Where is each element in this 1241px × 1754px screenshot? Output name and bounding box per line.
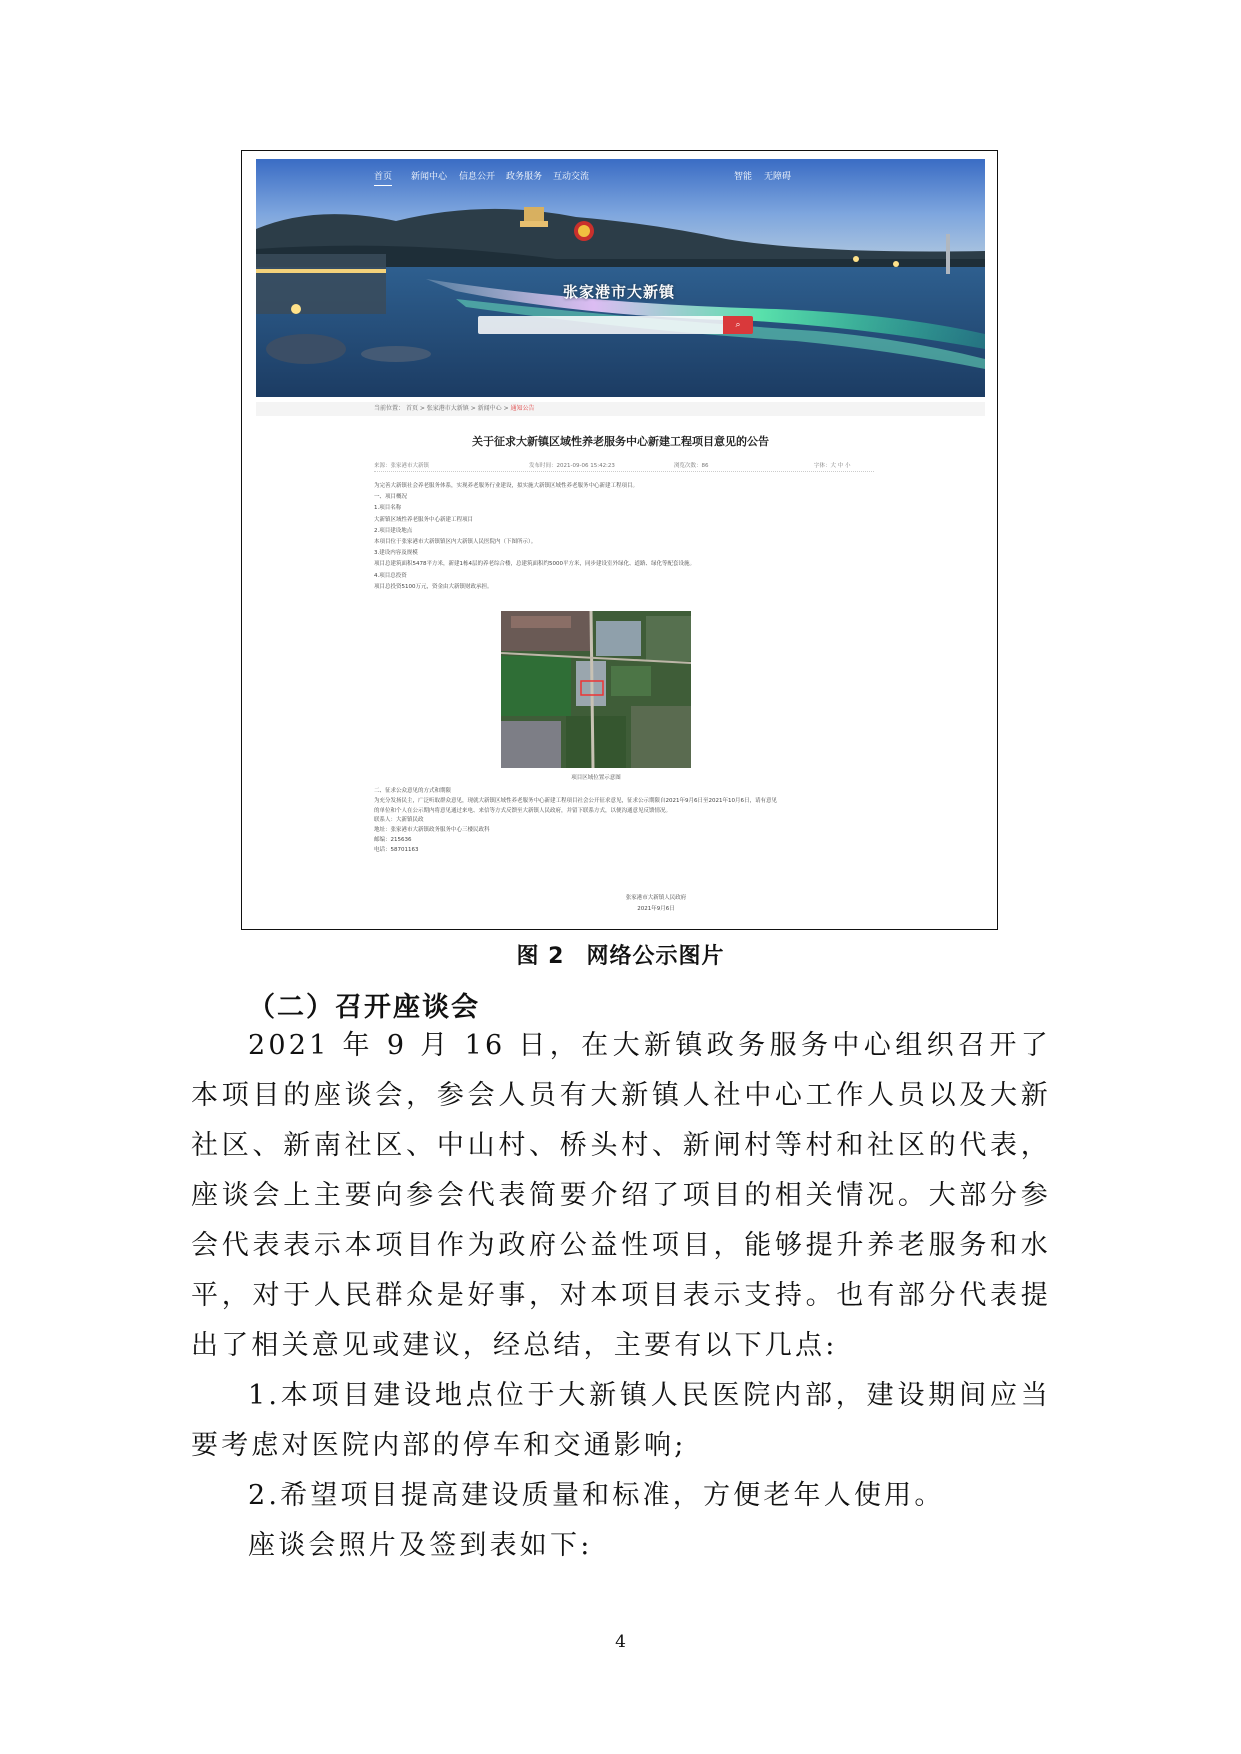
- article-line: 项目总建筑面积5478平方米，新建1栋4层的养老综合楼，总建筑面积约5000平方米，同步建设室外绿化、道路、绿化等配套设施。: [374, 561, 695, 568]
- article-line: 2.项目建设地点: [374, 527, 413, 534]
- figure-caption: [0, 939, 1241, 970]
- page-number: 4: [615, 1632, 626, 1652]
- breadcrumb-item[interactable]: 新闻中心: [477, 405, 502, 412]
- article-time: 发布时间：2021-09-06 15:42:23: [529, 463, 615, 469]
- article-source: 来源：张家港市大新镇: [374, 463, 430, 469]
- article-body-continued: [374, 787, 844, 856]
- article-line: 本项目位于张家港市大新镇镇区内大新镇人民医院内（下图所示）。: [374, 539, 537, 546]
- search-input[interactable]: [478, 316, 746, 334]
- nav-news[interactable]: 新闻中心: [411, 172, 448, 182]
- map-caption: 项目区域位置示意图: [571, 775, 621, 781]
- breadcrumb-prefix: 当前位置：: [374, 405, 405, 412]
- breadcrumb-current: 通知公告: [510, 405, 535, 412]
- article-line: 地址：张家港市大新镇政务服务中心三楼民政科: [374, 827, 490, 834]
- article-line: 电话：58701163: [374, 846, 419, 853]
- figure-screenshot-frame: [241, 150, 998, 930]
- article-line: 3.建设内容及规模: [374, 550, 418, 557]
- satellite-map-image: [501, 611, 691, 768]
- article-line: 为完善大新镇社会养老服务体系，实现养老服务行业建设，拟实施大新镇区域性养老服务中心新建工程项目。: [374, 483, 639, 489]
- article-line: 大新镇区域性养老服务中心新建工程项目: [374, 516, 474, 523]
- nav-home[interactable]: 首页: [374, 169, 392, 186]
- breadcrumb: 当前位置： 首页 > 张家港市大新镇 > 新闻中心 > 通知公告: [256, 402, 985, 416]
- nav-info[interactable]: 信息公开: [459, 172, 496, 182]
- banner-image: [256, 159, 985, 397]
- article-line: 的单位和个人在公示期内将意见通过来电、来信等方式反馈至大新镇人民政府，并留下联系方式，以便沟通意见反馈情况。: [374, 807, 672, 814]
- article-body: [374, 481, 844, 593]
- nav-smart[interactable]: 智能: [734, 172, 753, 182]
- article-line: 联系人：大新镇民政: [374, 817, 424, 824]
- breadcrumb-item[interactable]: 张家港市大新镇: [426, 405, 469, 412]
- nav-accessibility[interactable]: 无障碍: [764, 172, 792, 182]
- top-navigation: [256, 159, 985, 189]
- search-button[interactable]: [723, 316, 753, 334]
- paragraph-point-1: 1.本项目建设地点位于大新镇人民医院内部，建设期间应当要考虑对医院内部的停车和交通影响;: [191, 1380, 1051, 1461]
- sign-date: 2021年9月6日: [637, 906, 675, 912]
- paragraph-photos-intro: 座谈会照片及签到表如下:: [248, 1530, 593, 1561]
- article-line: 邮编：215636: [374, 836, 412, 843]
- font-size-switch[interactable]: 字体：大 中 小: [814, 463, 851, 469]
- article-line: 项目总投资5100万元，资金由大新镇财政承担。: [374, 583, 493, 590]
- paragraph-main: 2021 年 9 月 16 日，在大新镇政务服务中心组织召开了本项目的座谈会，参会人员有大新镇人社中心工作人员以及大新社区、新南社区、中山村、桥头村、新闸村等村和社区的代表，座谈会上主要向参会代表简要介绍了项目的相关情况。大部分参会代表表示本项目作为政府公益性项目，能够提升养老服务和水平，对于人民群众是好事，对本项目表示支持。也有部分代表提出了相关意见或建议，经总结，主要有以下几点:: [191, 1030, 1051, 1361]
- site-title: 张家港市大新镇: [563, 283, 676, 301]
- article-line: 为充分发扬民主，广泛听取群众意见，现就大新镇区域性养老服务中心新建工程项目社会公开征求意见，征求公示期限自2021年9月6日至2021年10月6日，请有意见: [374, 797, 777, 804]
- search-icon: ⌕: [735, 320, 741, 330]
- section-heading: （二）召开座谈会: [248, 992, 480, 1023]
- article-line: 1.项目名称: [374, 505, 402, 512]
- website-screenshot: [256, 159, 985, 925]
- article-views: 浏览次数：86: [674, 463, 709, 469]
- figure-label: 图 2: [516, 944, 565, 969]
- signature-block: [596, 893, 716, 915]
- sign-org: 张家港市大新镇人民政府: [625, 895, 687, 901]
- article-title: 关于征求大新镇区域性养老服务中心新建工程项目意见的公告: [472, 435, 769, 448]
- nav-interact[interactable]: 互动交流: [553, 172, 590, 182]
- nav-service[interactable]: 政务服务: [506, 172, 543, 182]
- article-line: 二、征求公众意见的方式和期限: [374, 788, 452, 794]
- article-line: 一、项目概况: [374, 494, 408, 501]
- breadcrumb-item[interactable]: 首页: [405, 405, 418, 412]
- paragraph-point-2: 2.希望项目提高建设质量和标准，方便老年人使用。: [248, 1480, 945, 1511]
- article-line: 4.项目总投资: [374, 572, 407, 579]
- article-meta: [374, 461, 874, 472]
- figure-caption-text: 网络公示图片: [586, 944, 725, 969]
